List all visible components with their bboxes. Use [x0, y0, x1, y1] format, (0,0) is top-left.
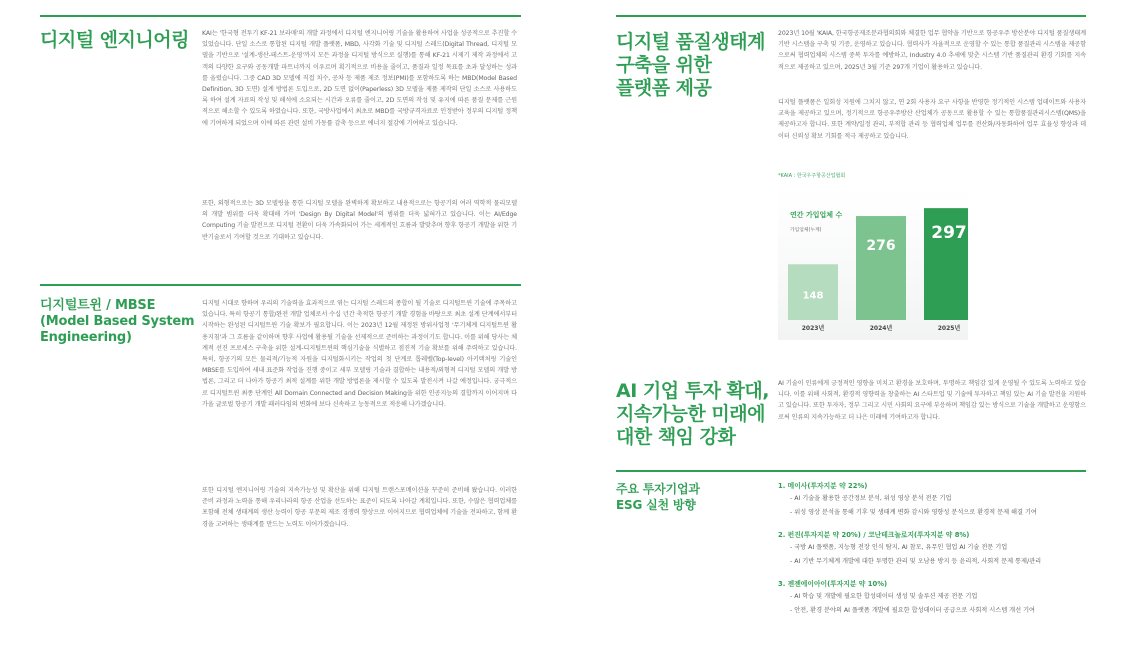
ai-investment-title: AI 기업 투자 확대, 지속가능한 미래에 대한 책임 강화 — [616, 380, 769, 448]
esg-item: - 국방 AI 플랫폼, 지능형 전장 인식 탐지, AI 참모, 유무인 협업 AI 기술 전문 기업 — [790, 544, 1008, 551]
chart-unit-label: 가입업체(누계) — [790, 228, 822, 233]
section-rule-left — [40, 284, 521, 286]
esg-group-genzen — [778, 578, 1078, 618]
ai-investment-para: AI 기술이 인류에게 긍정적인 영향을 미치고 환경을 보호하며, 투명하고 책임감 있게 운영될 수 있도록 노력하고 있습니다. 이를 위해 사회적, 환경적 영향력을 창출하는 AI 스타트업 및 기술에 투자하고 책임 있는 AI 기술 발전을 지원하고 있습니다. 또한 투자자, 정부 그리고 시민 사회의 요구에 부응하며 책임감 있는 방식으로 기술을 개발하고 운영함으로써 인류의 지속가능하고 더 나은 미래에 기여하고자 합니다. — [778, 380, 1086, 421]
section-rule-right — [616, 470, 1086, 472]
category-label: 2024년 — [869, 325, 893, 332]
quality-platform-para-1: 2023년 10월 'KAIA, 한국항공제조분과협의회와 체결한 업무 협약을 기반으로 항공우주 방산분야 디지털 품질생태계 기반 시스템을 구축 및 기증, 운영하고 있습니다. 협력사가 자율적으로 운영할 수 있는 통합 품질관리 시스템을 제공함으로써 협력업체의 시스템 중복 투자를 예방하고, Industry 4.0 추세에 맞춘 시스템 기반 품질관리 환경 기회를 지속적으로 제공하고 있으며, 2025년 3월 기준 297개 기업이 활용하고 있습니다. — [778, 30, 1086, 71]
bar-value-label: 276 — [866, 238, 896, 255]
category-label: 2025년 — [937, 325, 961, 332]
esg-item: - AI 기술을 활용한 공간정보 분석, 위성 영상 분석 전문 기업 — [790, 495, 952, 502]
esg-group-mesa — [778, 480, 1078, 520]
digital-twin-para-1: 디지털 시대로 향하며 우리의 기술력을 효과적으로 엮는 디지털 스레드의 종합이 될 기술로 디지털트윈 기술에 주목하고 있습니다. 특히 항공기 통합/완전 개발 업체로서 수십 년간 축적한 항공기 개발 경험을 바탕으로 최초 설계 단계에서부터 시작하는 완성된 디지털트윈 기술 확보가 필요합니다. 이는 2023년 12월 제정된 방위사업청 '무기체계 디지털트윈 활용지침'과 그 흐름을 같이하며 향후 사업에 활용될 기술을 선제적으로 준비하는 과정이기도 합니다. 이를 위해 당사는 체계적 선진 프로세스 구축을 위한 설계-디지털트윈의 핵심기술을 식별하고 점진적 기술 확보를 위해 주력하고 있습니다. 특히, 항공기의 모든 물리적/기능적 자원을 디지털화시키는 작업의 첫 단계로 톱레벨(Top-level) 아키텍처링 기술인 MBSE를 도입하여 새내 표준화 작업을 진행 중이고 세부 모델링 기술과 결합하는 내용적/외형적 디지털 모델의 개발 방법론, 그리고 더 나아가 항공기 최적 설계를 위한 개발 방법론을 제시할 수 있도록 발전시켜 나갈 예정입니다. 궁극적으로 디지털트윈 최종 단계인 All Domain Connected and Decision Making을 위한 인공지능의 결합까지 이어지며 다가올 글로벌 항공기 개발 패러다임의 변화에 보다 신속하고 능동적으로 적응해 나가겠습니다. — [202, 300, 517, 408]
digital-engineering-title: 디지털 엔지니어링 — [40, 29, 189, 51]
esg-item: - AI 기반 무기체계 개발에 대한 투명한 관리 및 오남용 방지 등 윤리적, 사회적 문제 통제/관리 — [790, 558, 1042, 565]
esg-direction-title: 주요 투자기업과 ESG 실천 방향 — [616, 482, 700, 512]
kaia-footnote: *KAIA : 한국우주항공산업협회 — [778, 173, 846, 179]
subscriber-bar-chart — [778, 187, 968, 340]
esg-item: - 안전, 환경 분야의 AI 플랫폼 개발에 필요한 합성데이터 공급으로 사회적 시스템 개선 기여 — [790, 607, 1036, 614]
esg-group-head: 3. 젠젠에이아이(투자지분 약 10%) — [778, 580, 888, 588]
digital-engineering-para-1: KAI는 '한국형 전투기 KF-21 보라매'의 개발 과정에서 디지털 엔지니어링 기술을 활용하여 사업을 성공적으로 추진할 수 있었습니다. 단일 소스로 통합된 디지털 개발 플랫폼, MBD, 사각화 기술 및 디지털 스레드(Digital Thread, 디지털 모델을 기반으로 '설계-생산-테스트-운영'까지 모든 과정을 디지털 방식으로 실행)를 통해 KF-21 시제기 제작 과정에서 고객의 다양한 요구와 공동개발 파트너까지 이우르며 획기적으로 비용을 줄이고, 품질과 일정 목표를 초과 달성하는 성과를 올렸습니다. 그중 CAD 3D 모델에 직접 치수, 공차 등 제품 제조 정보(PMI)를 포함하도록 하는 MBD(Model Based Definition, 3D 도면) 설계 방법론 도입으로, 2D 도면 없이(Paperless) 3D 모델을 제품 제작의 단일 소스로 사용하도록 하여 설계 자료의 작성 및 해석에 소요되는 시간과 오류를 줄이고, 2D 도면의 작성 및 유지에 따른 품질 문제를 근원적으로 해소할 수 있도록 하였습니다. 또한, 국방사업에서 최초로 MBD를 국방규격자료로 인정받아 정부의 디지털 정책에 기여하게 되었으며 이에 따른 관련 설비 가동률 감축 등으로 에너지 절감에 기여하고 있습니다. — [202, 30, 517, 127]
bar-value-label: 148 — [802, 290, 824, 302]
esg-item: - 위성 영상 분석을 통해 기후 및 생태계 변화 감시와 영향성 분석으로 환경적 문제 해결 기여 — [790, 509, 1037, 516]
chart-title: 연간 가입업체 수 — [790, 211, 843, 219]
digital-twin-para-2: 또한 디지털 엔지니어링 기술의 지속가능성 및 확산을 위해 디지털 트랜스포메이션을 꾸준히 준비해 왔습니다. 이러한 준비 과정과 노력을 통해 우리나라의 항공 산업을 선도하는 표준이 되도록 나아갈 계획입니다. 또한, 수많은 협력업체를 포함해 전체 생태계의 생산 능력이 항공 부문의 제조 경쟁력 향상으로 이어지므로 협력업체에 기술을 전파하고, 함께 환경을 고려하는 생태계를 만드는 노력도 이어가겠습니다. — [202, 487, 517, 528]
bar-2024년 — [856, 216, 906, 320]
quality-platform-title: 디지털 품질생태계 구축을 위한 플랫폼 제공 — [616, 31, 765, 99]
digital-engineering-para-2: 또한, 외형적으로는 3D 모델링을 통한 디지털 모델을 완벽하게 확보하고 내용적으로는 항공기의 여러 역학적 물리모델의 개발 범위를 더욱 확대해 가며 'Design By Digital Model'의 범위를 더욱 넓혀가고 있습니다. 이는 AI/Edge Computing 기술 발전으로 디지털 전환이 더욱 가속화되어 가는 세계적인 흐름과 발맞추며 향후 항공기 개발을 위한 기반기술로서 기여할 것으로 기대하고 있습니다. — [202, 200, 517, 241]
top-rule-right — [616, 15, 1086, 17]
esg-list — [778, 480, 1078, 627]
esg-group-funzin — [778, 529, 1078, 569]
esg-group-head: 2. 펀진(투자지분 약 20%) / 코난테크놀로지(투자지분 약 8%) — [778, 531, 970, 539]
esg-group-head: 1. 메이사(투자지분 약 22%) — [778, 482, 868, 490]
quality-platform-para-2: 디지털 플랫폼은 일회성 지원에 그치지 않고, 연 2회 사용자 요구 사항을 반영한 정기적인 시스템 업데이트와 사용자 교육을 제공하고 있으며, 정기적으로 항공우주방산 산업체가 공동으로 활용할 수 있는 통합품질관리시스템(QMS)을 제공하고자 합니다. 또한 계약/일정 관리, 부적합 관리 등 협력업체 업무를 전산화/자동화하여 업무 효율성 향상과 데이터 신뢰성 확보 기회를 적극 제공하고 있습니다. — [778, 99, 1086, 140]
top-rule-left — [40, 15, 521, 17]
bar-value-label: 297 — [931, 223, 967, 244]
category-label: 2023년 — [801, 325, 825, 332]
esg-item: - AI 학습 및 개발에 필요한 합성데이터 생성 및 솔루션 제공 전문 기업 — [790, 593, 978, 600]
digital-twin-title: 디지털트윈 / MBSE (Model Based System Engineering) — [40, 298, 195, 345]
